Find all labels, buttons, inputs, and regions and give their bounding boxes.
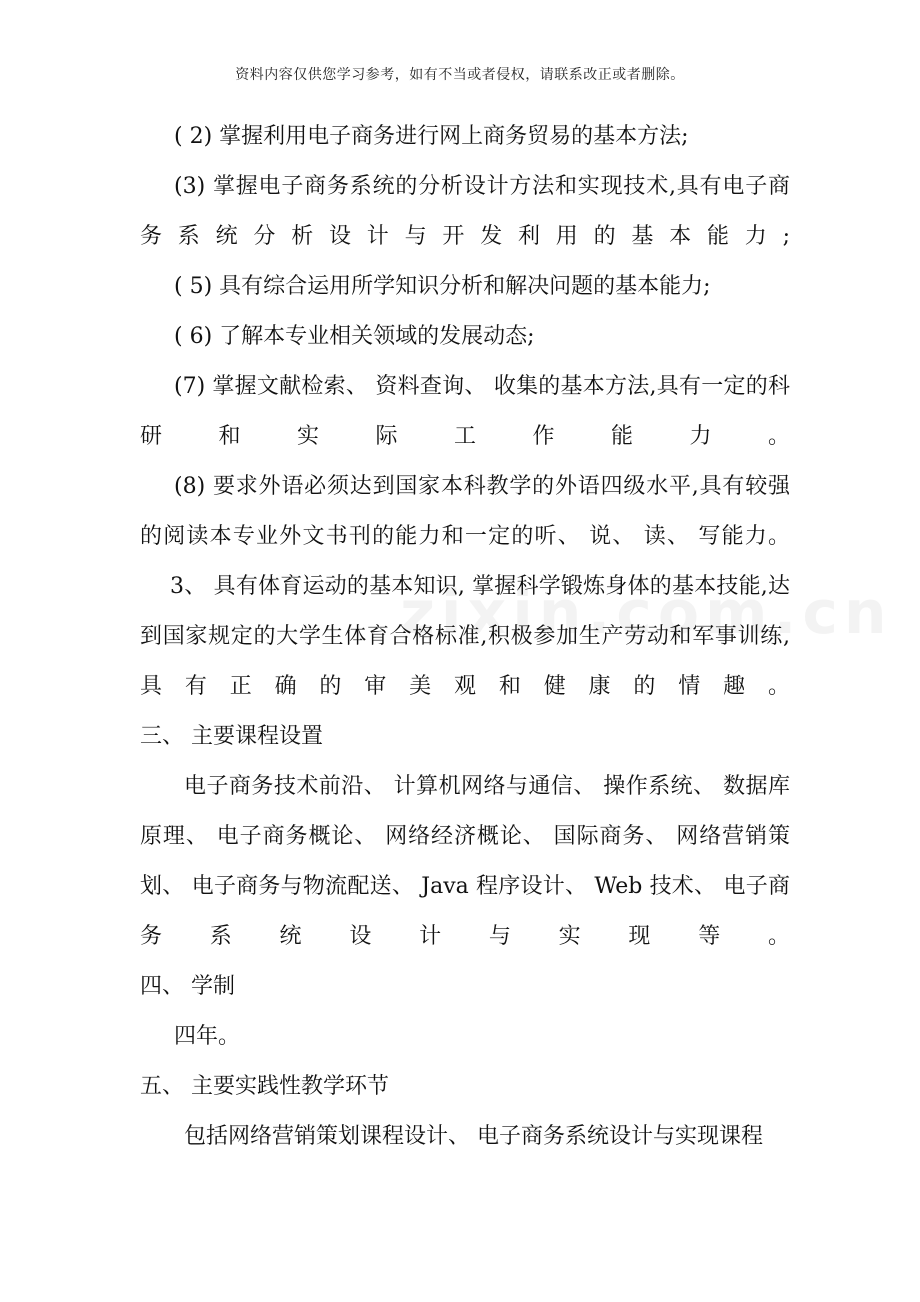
section-heading-practice: 五、 主要实践性教学环节	[140, 1074, 389, 1099]
paragraph-item-6: ( 6) 了解本专业相关领域的发展动态;	[174, 324, 535, 349]
section-heading-courses: 三、 主要课程设置	[140, 724, 323, 749]
paragraph-item-2: ( 2) 掌握利用电子商务进行网上商务贸易的基本方法;	[174, 124, 689, 149]
paragraph-item-3: (3) 掌握电子商务系统的分析设计方法和实现技术,具有电子商务系统分析设计与开发利用的基本能力;	[140, 174, 790, 249]
document-body	[140, 112, 790, 1162]
paragraph-item-8: (8) 要求外语必须达到国家本科教学的外语四级水平,具有较强的阅读本专业外文书刊的能力和一定的听、 说、 读、 写能力。	[140, 474, 790, 549]
paragraph-item-5: ( 5) 具有综合运用所学知识分析和解决问题的基本能力;	[174, 274, 711, 299]
section-heading-duration: 四、 学制	[140, 974, 235, 999]
paragraph-courses: 电子商务技术前沿、 计算机网络与通信、 操作系统、 数据库原理、 电子商务概论、 网络经济概论、 国际商务、 网络营销策划、 电子商务与物流配送、 Java 程序设计、 Web 技术、 电子商务系统设计与实现等。	[140, 774, 790, 949]
paragraph-practice: 包括网络营销策划课程设计、 电子商务系统设计与实现课程	[184, 1124, 763, 1149]
paragraph-sports: 3、 具有体育运动的基本知识, 掌握科学锻炼身体的基本技能,达到国家规定的大学生体育合格标准,积极参加生产劳动和军事训练, 具有正确的审美观和健康的情趣。	[140, 574, 790, 699]
paragraph-duration: 四年。	[174, 1024, 241, 1049]
header-disclaimer: 资料内容仅供您学习参考，如有不当或者侵权，请联系改正或者删除。	[235, 67, 685, 83]
paragraph-item-7: (7) 掌握文献检索、 资料查询、 收集的基本方法,具有一定的科研和实际工作能力。	[140, 374, 790, 449]
